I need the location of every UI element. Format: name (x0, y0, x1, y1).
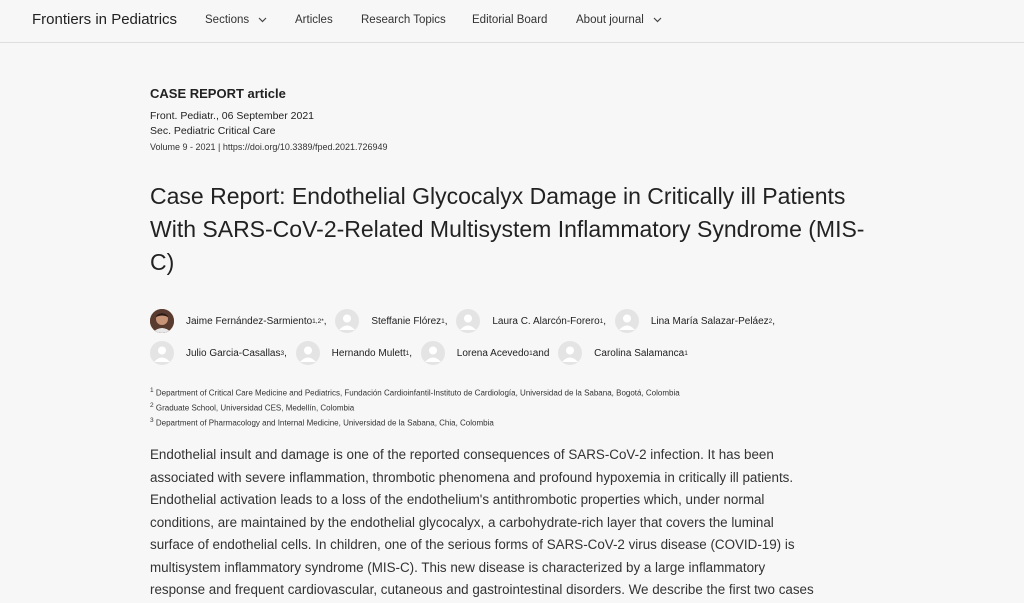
author-name: Jaime Fernández-Sarmiento (186, 315, 313, 327)
author-affiliation-mark: 2 (768, 317, 773, 325)
author-item[interactable] (296, 341, 412, 365)
journal-citation: Front. Pediatr., 06 September 2021 (150, 110, 315, 122)
nav-articles-label: Articles (295, 14, 333, 26)
author-separator: , (323, 315, 327, 327)
author-name: Steffanie Flórez (371, 315, 442, 327)
volume-doi[interactable]: Volume 9 - 2021 | https://doi.org/10.3389/fped.2021.726949 (150, 142, 388, 152)
article-title: Case Report: Endothelial Glycocalyx Damage in Critically ill Patients With SARS-CoV-2-Related Multisystem Inflammatory Syndrome (MIS-C) (150, 183, 865, 275)
affiliation-item (150, 385, 680, 400)
author-item[interactable] (456, 309, 606, 333)
author-name: Hernando Mulett (331, 347, 406, 359)
nav-sections[interactable] (205, 14, 267, 26)
author-affiliation-mark: 1 (405, 349, 410, 357)
abstract-line: surface of endothelial cells. In children, one of the serious forms of SARS-CoV-2 virus disease (COVID-19) is (150, 537, 795, 552)
author-name: Lorena Acevedo (456, 347, 530, 359)
author-item[interactable] (558, 341, 688, 365)
author-item[interactable] (150, 341, 287, 365)
journal-brand-link[interactable]: Frontiers in Pediatrics (32, 11, 178, 28)
affiliation-text: Department of Pharmacology and Internal Medicine, Universidad de la Sabana, Chia, Colombia (155, 418, 494, 428)
article-type: CASE REPORT article (150, 86, 286, 101)
journal-section-link[interactable]: Sec. Pediatric Critical Care (150, 125, 276, 137)
abstract-line: Endothelial activation leads to a loss of the endothelium's antithrombotic properties which, under normal (150, 492, 765, 507)
nav-articles[interactable] (295, 14, 333, 26)
user-avatar-icon (558, 341, 582, 365)
author-separator: , (603, 315, 607, 327)
abstract-text (150, 444, 880, 602)
author-affiliation-mark: 3 (280, 349, 285, 357)
affiliation-item (150, 400, 680, 415)
user-avatar-icon (421, 341, 445, 365)
abstract-line: response and frequent cardiovascular, cutaneous and gastrointestinal disorders. We describe the first two cases (150, 582, 814, 597)
author-photo-avatar (150, 309, 174, 333)
author-separator: , (444, 315, 448, 327)
affiliations-list (150, 385, 680, 430)
nav-editorial-board-label: Editorial Board (472, 14, 548, 26)
chevron-down-icon (653, 14, 662, 26)
author-name: Laura C. Alarcón-Forero (492, 315, 600, 327)
author-separator: and (532, 347, 550, 359)
user-avatar-icon (335, 309, 359, 333)
author-row (150, 341, 694, 367)
nav-research-topics-label: Research Topics (361, 14, 446, 26)
affiliation-text: Department of Critical Care Medicine and Pediatrics, Fundación Cardioinfantil-Instituto de Cardiología, Universidad de la Sabana, Bogotá, Colombia (155, 388, 680, 398)
author-affiliation-mark: 1 (441, 317, 445, 325)
author-separator: , (409, 347, 413, 359)
affiliation-number: 3 (150, 417, 154, 425)
user-avatar-icon (456, 309, 480, 333)
author-affiliation-mark: 1,2* (312, 317, 324, 325)
author-name: Lina María Salazar-Peláez (650, 315, 769, 327)
affiliation-item (150, 415, 680, 430)
user-avatar-icon (150, 341, 174, 365)
nav-research-topics[interactable] (361, 14, 446, 26)
user-avatar-icon (296, 341, 320, 365)
author-affiliation-mark: 1 (599, 317, 604, 325)
nav-about-journal[interactable] (576, 14, 662, 26)
abstract-line: Endothelial insult and damage is one of the reported consequences of SARS-CoV-2 infection. It has been (150, 447, 774, 462)
author-separator: , (284, 347, 287, 359)
author-name: Julio Garcia-Casallas (186, 347, 281, 359)
author-item[interactable] (615, 309, 775, 333)
author-item[interactable] (421, 341, 550, 365)
author-name: Carolina Salamanca (594, 347, 685, 359)
author-affiliation-mark: 1 (529, 349, 533, 357)
author-affiliation-mark: 1 (684, 349, 688, 357)
nav-sections-label: Sections (205, 14, 250, 27)
nav-about-journal-label: About journal (576, 14, 644, 27)
abstract-line: associated with severe inflammation, thrombotic phenomena and profound hypoxemia in critically ill patients. (150, 469, 794, 485)
abstract-line: multisystem inflammatory syndrome (MIS-C). This new disease is characterized by a large inflammatory (150, 559, 766, 575)
author-separator: , (772, 315, 776, 327)
affiliation-number: 2 (150, 402, 154, 410)
abstract-line: conditions, are maintained by the endothelial glycocalyx, a carbohydrate-rich layer that covers the luminal (150, 514, 774, 530)
user-avatar-icon (615, 309, 639, 333)
chevron-down-icon (258, 14, 267, 26)
nav-editorial-board[interactable] (472, 14, 547, 26)
author-item[interactable] (335, 309, 447, 333)
top-navigation-bar (0, 0, 1024, 43)
author-row (150, 309, 781, 335)
author-item[interactable] (150, 309, 327, 333)
affiliation-text: Graduate School, Universidad CES, Medellín, Colombia (155, 403, 355, 413)
affiliation-number: 1 (150, 387, 154, 394)
